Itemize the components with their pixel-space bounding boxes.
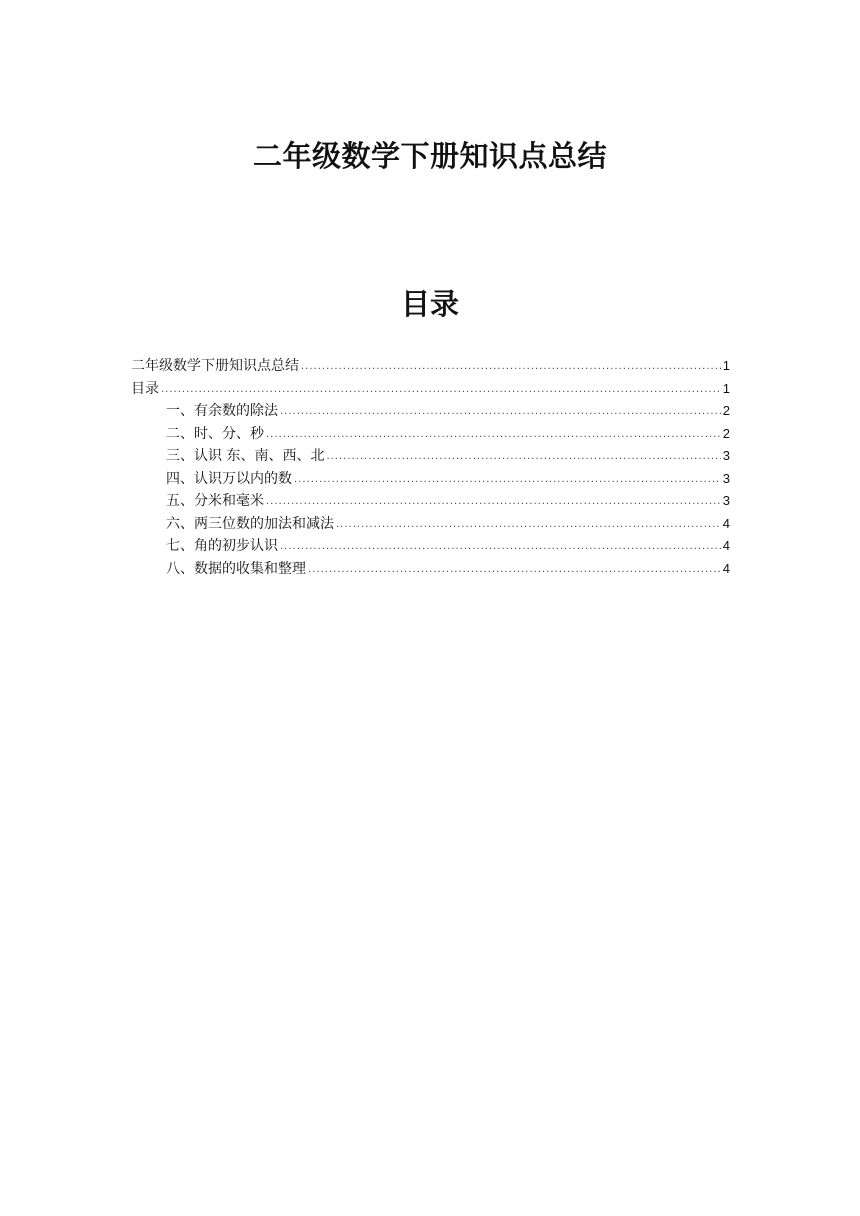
document-title: 二年级数学下册知识点总结 (252, 139, 607, 173)
toc-entry[interactable] (131, 490, 730, 513)
toc-entry[interactable] (131, 378, 730, 401)
toc-entry[interactable] (131, 423, 730, 446)
toc-page-number: 3 (722, 493, 730, 508)
toc-page-number: 3 (722, 470, 730, 486)
toc-entry[interactable] (131, 355, 730, 378)
toc-entry[interactable] (131, 445, 730, 468)
toc-page-number: 3 (722, 448, 730, 463)
toc-dot-leader (161, 379, 721, 402)
toc-entry-text: 一、有余数的除法 (166, 403, 278, 419)
toc-entry[interactable] (131, 513, 730, 536)
toc-page-number: 1 (722, 358, 730, 373)
toc-entry-text: 三、认识 东、南、西、北 (166, 448, 325, 464)
toc-dot-leader (280, 401, 721, 424)
toc-dot-leader (280, 536, 721, 559)
toc-page-number: 4 (722, 515, 730, 531)
toc-entry-text: 八、数据的收集和整理 (166, 560, 306, 577)
toc-page-number: 1 (722, 380, 730, 396)
toc-entry[interactable] (131, 400, 730, 423)
toc-dot-leader (308, 559, 721, 582)
toc-entry-text: 二、时、分、秒 (166, 425, 264, 442)
toc-heading: 目录 (400, 287, 459, 321)
toc-page-number: 4 (722, 560, 730, 576)
toc-dot-leader (326, 446, 720, 469)
toc-dot-leader (294, 469, 721, 492)
toc-entry-text: 目录 (131, 380, 159, 397)
toc-entry-text: 二年级数学下册知识点总结 (131, 358, 299, 374)
toc-entry-text: 四、认识万以内的数 (166, 470, 292, 487)
toc-entry[interactable] (131, 535, 730, 558)
toc-dot-leader (266, 424, 721, 447)
toc-page-number: 4 (722, 538, 730, 553)
toc-dot-leader (266, 491, 721, 514)
table-of-contents (131, 355, 730, 580)
toc-entry[interactable] (131, 468, 730, 491)
toc-dot-leader (301, 356, 721, 379)
toc-page-number: 2 (722, 403, 730, 418)
toc-entry[interactable] (131, 558, 730, 581)
toc-entry-text: 六、两三位数的加法和减法 (166, 515, 334, 532)
toc-entry-text: 七、角的初步认识 (166, 538, 278, 554)
toc-dot-leader (336, 514, 721, 537)
toc-page-number: 2 (722, 425, 730, 441)
toc-entry-text: 五、分米和毫米 (166, 493, 264, 509)
